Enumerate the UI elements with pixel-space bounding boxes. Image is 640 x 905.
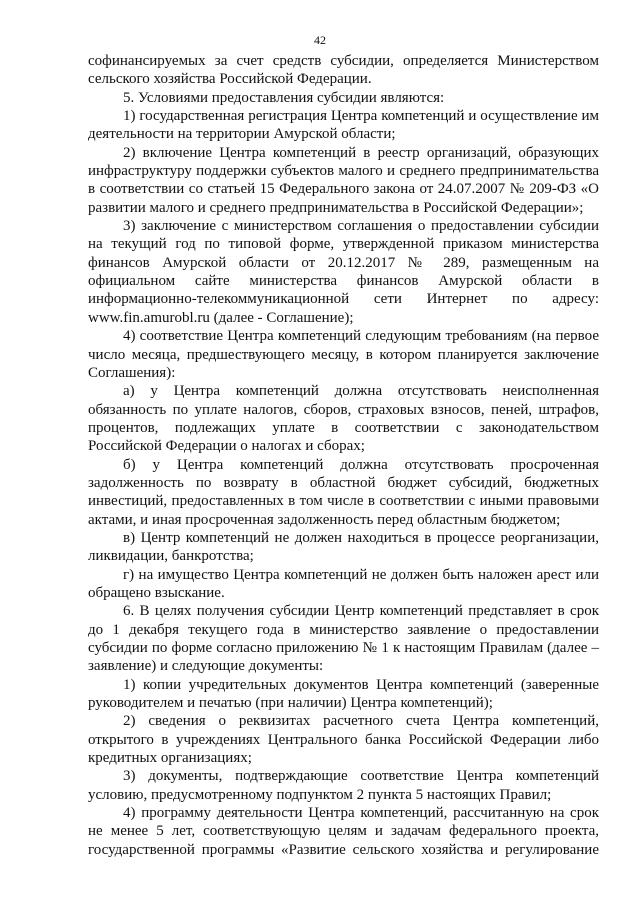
paragraph-6-item-4: 4) программу деятельности Центра компетенций, рассчитанную на срок не менее 5 лет, соответствующую целям и задачам федерального проекта, государственной программы «Развитие сельского хозяйства и регулирование <box>88 805 599 858</box>
paragraph-5-heading: 5. Условиями предоставления субсидии являются: <box>123 89 445 106</box>
paragraph-5-item-3: 3) заключение с министерством соглашения о предоставлении субсидии на текущий год по типовой форме, утвержденной приказом министерства финансов Амурской области от 20.12.2017 № 289, размещенным на официальном сайте министерства финансов Амурской области в информационно-телекоммуникационной сети Интернет по адресу: www.fin.amurobl.ru (далее - Соглашение); <box>88 218 599 326</box>
paragraph-5-item-2: 2) включение Центра компетенций в реестр организаций, образующих инфраструктуру поддержки субъектов малого и среднего предпринимательства в соответствии со статьей 15 Федерального закона от 24.07.2007 № 209-ФЗ «О развитии малого и среднего предпринимательства в Российской Федерации»; <box>88 144 599 216</box>
paragraph-continuation: софинансируемых за счет средств субсидии, определяется Министерством сельского хозяйства Российской Федерации. <box>88 53 599 88</box>
page-number: 42 <box>314 33 326 47</box>
paragraph-5-item-4a: а) у Центра компетенций должна отсутствовать неисполненная обязанность по уплате налогов, сборов, страховых взносов, пеней, штрафов, процентов, подлежащих уплате в соответствии с законодательством Российской Федерации о налогах и сборах; <box>88 383 599 455</box>
paragraph-6-item-1: 1) копии учредительных документов Центра компетенций (заверенные руководителем и печатью (при наличии) Центра компетенций); <box>88 676 599 712</box>
paragraph-5-item-1: 1) государственная регистрация Центра компетенций и осуществление им деятельности на территории Амурской области; <box>88 108 599 143</box>
paragraph-5-item-4: 4) соответствие Центра компетенций следующим требованиям (на первое число месяца, предшествующего месяцу, в котором планируется заключение Соглашения): <box>88 328 599 381</box>
paragraph-5-item-4v: в) Центр компетенций не должен находиться в процессе реорганизации, ликвидации, банкротства; <box>88 529 599 565</box>
paragraph-6-item-2: 2) сведения о реквизитах расчетного счета Центра компетенций, открытого в учреждениях Центрального банка Российской Федерации либо кредитных организациях; <box>88 713 599 767</box>
paragraph-6-heading: 6. В целях получения субсидии Центр компетенций представляет в срок до 1 декабря текущего года в министерство заявление о предоставлении субсидии по форме согласно приложению № 1 к настоящим Правилам (далее – заявление) и следующие документы: <box>88 603 599 675</box>
document-body <box>88 52 599 859</box>
paragraph-5-item-4b: б) у Центра компетенций должна отсутствовать просроченная задолженность по возврату в областной бюджет субсидий, бюджетных инвестиций, предоставленных в том числе в соответствии с иными правовыми актами, и иная просроченная задолженность перед областным бюджетом; <box>88 456 599 528</box>
paragraph-6-item-3: 3) документы, подтверждающие соответствие Центра компетенций условию, предусмотренному подпунктом 2 пункта 5 настоящих Правил; <box>88 768 599 803</box>
paragraph-5-item-4g: г) на имущество Центра компетенций не должен быть наложен арест или обращено взыскание. <box>88 566 599 601</box>
